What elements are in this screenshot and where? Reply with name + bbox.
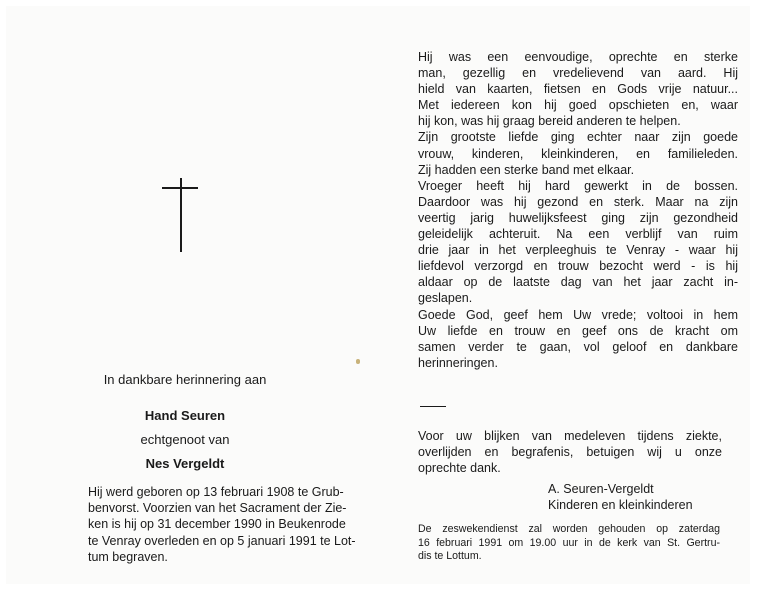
thanks-line: overlijden en begrafenis, betuigen wij u onze [418, 445, 722, 460]
tribute-line: man, gezellig en vredelievend van aard. Hij [418, 66, 738, 81]
tribute-line: Vroeger heeft hij hard gewerkt in de bossen. [418, 178, 738, 193]
paper-speck [356, 359, 360, 364]
tribute-line: Daardoor was hij gezond en sterk. Maar na zijn [418, 194, 738, 209]
thanks-text [418, 428, 722, 476]
bio-line: tum begraven. [88, 549, 168, 564]
tribute-line: Met iedereen kon hij goed opschieten en, waar [418, 98, 738, 113]
tribute-line: drie jaar in het verpleeghuis te Venray - waar hij [418, 243, 738, 258]
left-panel [6, 6, 386, 584]
tribute-line: Hij was een eenvoudige, oprechte en sterke [418, 50, 738, 64]
signature-line: A. Seuren-Vergeldt [548, 482, 654, 496]
memorial-card [6, 6, 750, 584]
tribute-line: Goede God, geef hem Uw vrede; voltooi in hem [418, 307, 738, 322]
tribute-line: herinneringen. [418, 355, 498, 370]
notice-line: dis te Lottum. [418, 550, 482, 563]
bio-line: benvorst. Voorzien van het Sacrament der Zie- [88, 501, 347, 516]
tribute-line: liefdevol verzorgd en trouw bezocht werd - is hij [418, 259, 738, 274]
cross-icon [180, 178, 182, 252]
notice-line: De zeswekendienst zal worden gehouden op zaterdag [418, 523, 720, 535]
signature [548, 481, 693, 513]
relation-text: echtgenoot van [140, 432, 230, 447]
bio-line: te Venray overleden en op 5 januari 1991 te Lot- [88, 533, 356, 548]
tribute-line: hij kon, was hij graag bereid anderen te helpen. [418, 114, 681, 129]
thanks-line: Voor uw blijken van medeleven tijdens ziekte, [418, 429, 722, 443]
biography [88, 484, 356, 565]
cross-icon-bar [162, 187, 198, 189]
tribute-line: hield van kaarten, fietsen en Gods vrije natuur... [418, 82, 738, 97]
bio-line: Hij werd geboren op 13 februari 1908 te Grub- [88, 485, 344, 499]
tribute-line: samen verder te gaan, vol geloof en dankbare [418, 339, 738, 354]
right-panel [386, 6, 750, 584]
dedication-intro: In dankbare herinnering aan [103, 372, 267, 387]
spouse-name: Nes Vergeldt [145, 456, 225, 471]
tribute-line: Zijn grootste liefde ging echter naar zijn goede [418, 130, 738, 145]
tribute-line: veertig jarig huwelijksfeest ging zijn gezondheid [418, 210, 738, 225]
tribute-line: aldaar op de laatste dag van het jaar zacht in- [418, 275, 738, 290]
signature-line: Kinderen en kleinkinderen [548, 498, 693, 512]
tribute-line: Uw liefde en trouw en geef ons de kracht om [418, 323, 738, 338]
thanks-line: oprechte dank. [418, 461, 501, 476]
tribute-text [418, 49, 738, 371]
bio-line: ken is hij op 31 december 1990 in Beukenrode [88, 517, 346, 532]
service-notice [418, 523, 720, 564]
notice-line: 16 februari 1991 om 19.00 uur in de kerk van St. Gertru- [418, 536, 720, 549]
section-divider [420, 406, 446, 407]
tribute-line: geslapen. [418, 291, 473, 306]
tribute-line: geleidelijk achteruit. Na een verblijf van ruim [418, 227, 738, 242]
tribute-line: vrouw, kinderen, kleinkinderen, en familieleden. [418, 146, 738, 161]
deceased-name: Hand Seuren [144, 408, 226, 423]
tribute-line: Zij hadden een sterke band met elkaar. [418, 162, 635, 177]
